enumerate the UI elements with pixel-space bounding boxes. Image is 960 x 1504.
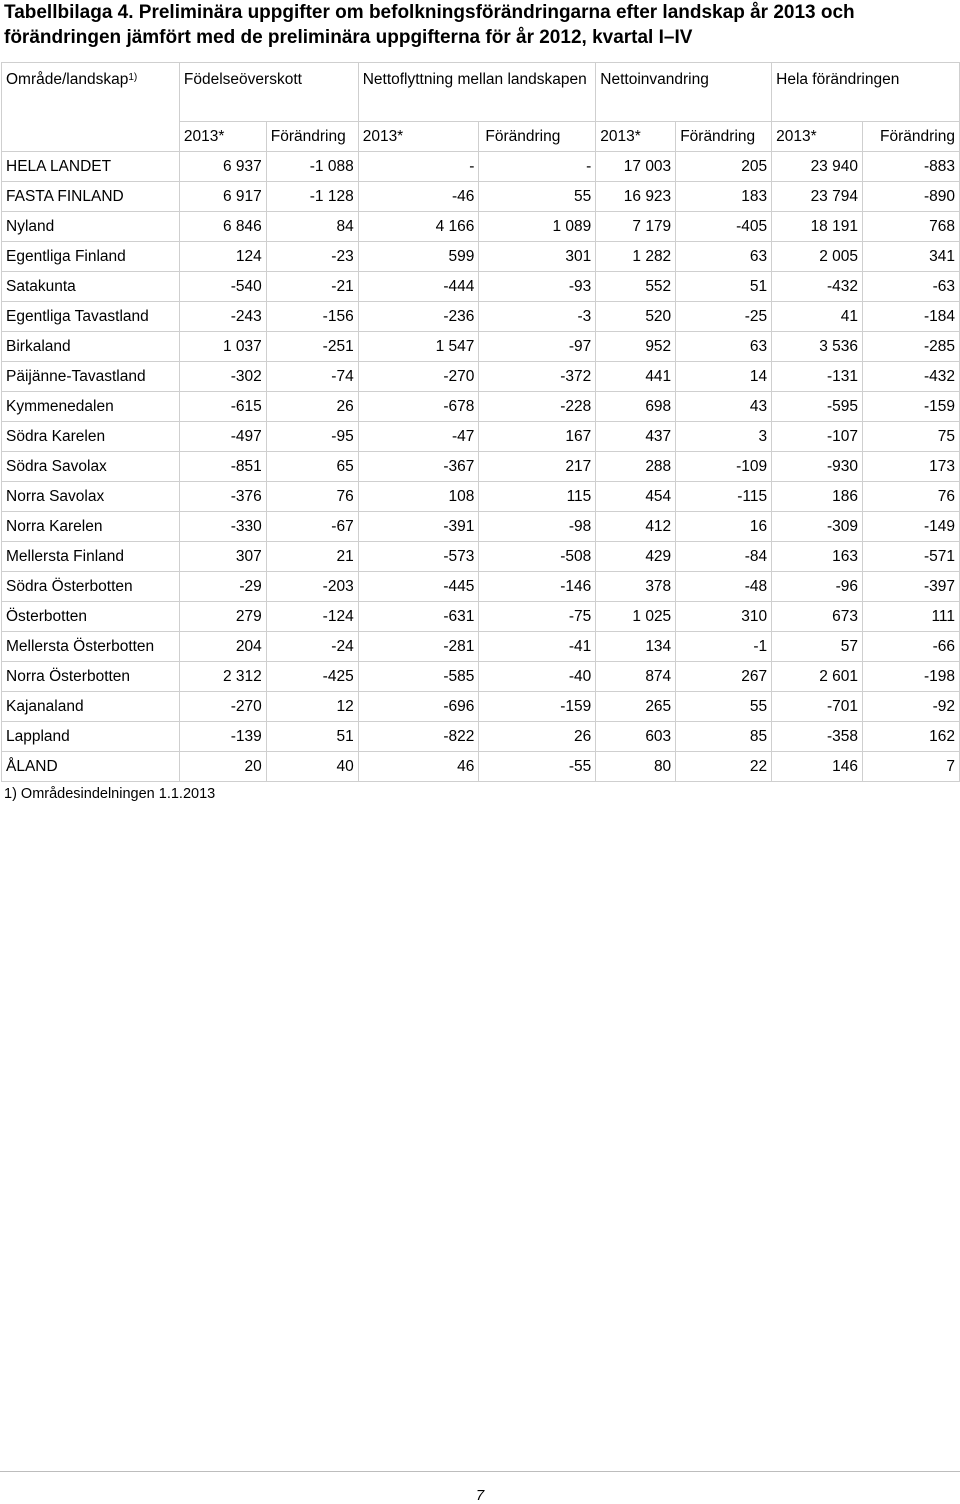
value-cell: 603 [596,722,676,752]
table-row [2,572,960,602]
area-header-label: Område/landskap [6,71,129,88]
value-cell: 18 191 [772,212,863,242]
value-cell: 16 [676,512,772,542]
value-cell: 673 [772,602,863,632]
value-cell: -67 [266,512,358,542]
table-row [2,392,960,422]
value-cell: -678 [358,392,479,422]
subheader-change: Förändring [862,122,959,152]
value-cell: 124 [179,242,266,272]
value-cell: 26 [479,722,596,752]
value-cell: 6 917 [179,182,266,212]
value-cell: 65 [266,452,358,482]
value-cell: 288 [596,452,676,482]
value-cell: -573 [358,542,479,572]
value-cell: 76 [862,482,959,512]
group-header-birth-surplus: Födelseöverskott [179,63,358,122]
value-cell: 204 [179,632,266,662]
value-cell: 55 [676,692,772,722]
value-cell: -203 [266,572,358,602]
value-cell: -139 [179,722,266,752]
value-cell: -63 [862,272,959,302]
value-cell: -21 [266,272,358,302]
value-cell: 7 [862,752,959,782]
value-cell: 20 [179,752,266,782]
table-row [2,212,960,242]
area-name-cell: Norra Österbotten [2,662,180,692]
value-cell: 163 [772,542,863,572]
value-cell: -615 [179,392,266,422]
value-cell: -149 [862,512,959,542]
value-cell: 16 923 [596,182,676,212]
area-name-cell: FASTA FINLAND [2,182,180,212]
group-header-net-migration: Nettoflyttning mellan landskapen [358,63,596,122]
value-cell: -107 [772,422,863,452]
value-cell: -46 [358,182,479,212]
value-cell: 378 [596,572,676,602]
value-cell: -95 [266,422,358,452]
value-cell: 115 [479,482,596,512]
value-cell: -115 [676,482,772,512]
table-row [2,662,960,692]
value-cell: 55 [479,182,596,212]
value-cell: -330 [179,512,266,542]
value-cell: -309 [772,512,863,542]
value-cell: 3 [676,422,772,452]
value-cell: 768 [862,212,959,242]
value-cell: -508 [479,542,596,572]
value-cell: 63 [676,332,772,362]
value-cell: -3 [479,302,596,332]
area-header [2,63,180,152]
value-cell: -24 [266,632,358,662]
value-cell: 6 937 [179,152,266,182]
value-cell: -41 [479,632,596,662]
value-cell: -270 [358,362,479,392]
value-cell: -405 [676,212,772,242]
value-cell: 80 [596,752,676,782]
value-cell: -883 [862,152,959,182]
value-cell: -1 128 [266,182,358,212]
value-cell: 6 846 [179,212,266,242]
value-cell: -391 [358,512,479,542]
value-cell: 301 [479,242,596,272]
value-cell: -92 [862,692,959,722]
document-title: Tabellbilaga 4. Preliminära uppgifter om befolkningsförändringarna efter landskap år 2013 och förändringen jämfört med de preliminära uppgifterna för år 2012, kvartal I–IV [4,2,855,48]
area-name-cell: Mellersta Finland [2,542,180,572]
value-cell: -228 [479,392,596,422]
value-cell: 162 [862,722,959,752]
group-header-net-immigration: Nettoinvandring [596,63,772,122]
area-name-cell: Birkaland [2,332,180,362]
value-cell: 108 [358,482,479,512]
value-cell: 4 166 [358,212,479,242]
value-cell: 341 [862,242,959,272]
area-name-cell: Mellersta Österbotten [2,632,180,662]
value-cell: -397 [862,572,959,602]
value-cell: -822 [358,722,479,752]
value-cell: 183 [676,182,772,212]
area-header-footnote-marker: 1) [128,72,138,83]
area-name-cell: Södra Österbotten [2,572,180,602]
value-cell: -98 [479,512,596,542]
page-number: 7 [475,1487,485,1504]
value-cell: 2 601 [772,662,863,692]
table-row [2,752,960,782]
value-cell: -96 [772,572,863,602]
page-divider [0,1471,960,1472]
value-cell: 23 940 [772,152,863,182]
table-row [2,602,960,632]
value-cell: -595 [772,392,863,422]
value-cell: - [479,152,596,182]
value-cell: -701 [772,692,863,722]
value-cell: -358 [772,722,863,752]
value-cell: 267 [676,662,772,692]
subheader-year: 2013* [772,122,863,152]
table-row [2,302,960,332]
value-cell: -367 [358,452,479,482]
value-cell: 40 [266,752,358,782]
value-cell: 85 [676,722,772,752]
value-cell: -444 [358,272,479,302]
value-cell: 2 005 [772,242,863,272]
value-cell: -74 [266,362,358,392]
value-cell: -497 [179,422,266,452]
value-cell: 1 025 [596,602,676,632]
value-cell: 173 [862,452,959,482]
table-row [2,722,960,752]
area-name-cell: Kajanaland [2,692,180,722]
value-cell: -425 [266,662,358,692]
value-cell: 26 [266,392,358,422]
value-cell: -47 [358,422,479,452]
table-row [2,182,960,212]
value-cell: -1 [676,632,772,662]
table-row [2,152,960,182]
population-change-table [1,62,960,782]
area-name-cell: Egentliga Finland [2,242,180,272]
value-cell: 1 037 [179,332,266,362]
value-cell: 698 [596,392,676,422]
value-cell: -29 [179,572,266,602]
value-cell: -184 [862,302,959,332]
value-cell: 217 [479,452,596,482]
value-cell: -131 [772,362,863,392]
value-cell: - [358,152,479,182]
value-cell: 412 [596,512,676,542]
table-row [2,632,960,662]
subheader-year: 2013* [179,122,266,152]
area-name-cell: Österbotten [2,602,180,632]
value-cell: -930 [772,452,863,482]
value-cell: -48 [676,572,772,602]
value-cell: -25 [676,302,772,332]
value-cell: -445 [358,572,479,602]
value-cell: -159 [862,392,959,422]
area-name-cell: ÅLAND [2,752,180,782]
table-row [2,542,960,572]
value-cell: -198 [862,662,959,692]
header-row-groups [2,63,960,122]
value-cell: 441 [596,362,676,392]
value-cell: -696 [358,692,479,722]
area-name-cell: Södra Karelen [2,422,180,452]
value-cell: 454 [596,482,676,512]
value-cell: 205 [676,152,772,182]
value-cell: 310 [676,602,772,632]
value-cell: -84 [676,542,772,572]
value-cell: -23 [266,242,358,272]
value-cell: 874 [596,662,676,692]
value-cell: 437 [596,422,676,452]
value-cell: -124 [266,602,358,632]
value-cell: -159 [479,692,596,722]
table-row [2,422,960,452]
value-cell: 134 [596,632,676,662]
value-cell: -585 [358,662,479,692]
subheader-change: Förändring [479,122,596,152]
value-cell: 76 [266,482,358,512]
subheader-change: Förändring [266,122,358,152]
value-cell: 46 [358,752,479,782]
value-cell: -432 [772,272,863,302]
value-cell: -251 [266,332,358,362]
table-row [2,692,960,722]
value-cell: 429 [596,542,676,572]
value-cell: -285 [862,332,959,362]
value-cell: 599 [358,242,479,272]
value-cell: 1 089 [479,212,596,242]
value-cell: 167 [479,422,596,452]
value-cell: 186 [772,482,863,512]
value-cell: 23 794 [772,182,863,212]
value-cell: -236 [358,302,479,332]
value-cell: 41 [772,302,863,332]
value-cell: -851 [179,452,266,482]
value-cell: 2 312 [179,662,266,692]
area-name-cell: Norra Karelen [2,512,180,542]
area-name-cell: Lappland [2,722,180,752]
table-row [2,452,960,482]
value-cell: 84 [266,212,358,242]
value-cell: 307 [179,542,266,572]
value-cell: 1 282 [596,242,676,272]
value-cell: -97 [479,332,596,362]
value-cell: 265 [596,692,676,722]
value-cell: 552 [596,272,676,302]
value-cell: -66 [862,632,959,662]
footnote: 1) Områdesindelningen 1.1.2013 [4,786,216,802]
value-cell: -40 [479,662,596,692]
value-cell: -571 [862,542,959,572]
table-row [2,362,960,392]
area-name-cell: Nyland [2,212,180,242]
value-cell: 63 [676,242,772,272]
value-cell: 43 [676,392,772,422]
value-cell: 12 [266,692,358,722]
area-name-cell: Egentliga Tavastland [2,302,180,332]
value-cell: -631 [358,602,479,632]
table-row [2,272,960,302]
value-cell: 57 [772,632,863,662]
value-cell: 51 [676,272,772,302]
value-cell: 111 [862,602,959,632]
value-cell: 51 [266,722,358,752]
subheader-year: 2013* [596,122,676,152]
value-cell: -146 [479,572,596,602]
area-name-cell: HELA LANDET [2,152,180,182]
value-cell: -109 [676,452,772,482]
area-name-cell: Päijänne-Tavastland [2,362,180,392]
table-row [2,332,960,362]
area-name-cell: Satakunta [2,272,180,302]
table-row [2,512,960,542]
value-cell: 520 [596,302,676,332]
value-cell: -243 [179,302,266,332]
value-cell: -1 088 [266,152,358,182]
value-cell: -890 [862,182,959,212]
value-cell: -302 [179,362,266,392]
group-header-total-change: Hela förändringen [772,63,960,122]
value-cell: 279 [179,602,266,632]
subheader-change: Förändring [676,122,772,152]
value-cell: -93 [479,272,596,302]
value-cell: -376 [179,482,266,512]
value-cell: -75 [479,602,596,632]
value-cell: -432 [862,362,959,392]
value-cell: 3 536 [772,332,863,362]
value-cell: -281 [358,632,479,662]
value-cell: 1 547 [358,332,479,362]
value-cell: 146 [772,752,863,782]
value-cell: 21 [266,542,358,572]
value-cell: 75 [862,422,959,452]
value-cell: -540 [179,272,266,302]
value-cell: -270 [179,692,266,722]
value-cell: -156 [266,302,358,332]
value-cell: 14 [676,362,772,392]
area-name-cell: Kymmenedalen [2,392,180,422]
table-row [2,242,960,272]
table-row [2,482,960,512]
value-cell: -372 [479,362,596,392]
area-name-cell: Södra Savolax [2,452,180,482]
area-name-cell: Norra Savolax [2,482,180,512]
subheader-year: 2013* [358,122,479,152]
value-cell: 952 [596,332,676,362]
value-cell: 22 [676,752,772,782]
value-cell: 17 003 [596,152,676,182]
value-cell: -55 [479,752,596,782]
value-cell: 7 179 [596,212,676,242]
